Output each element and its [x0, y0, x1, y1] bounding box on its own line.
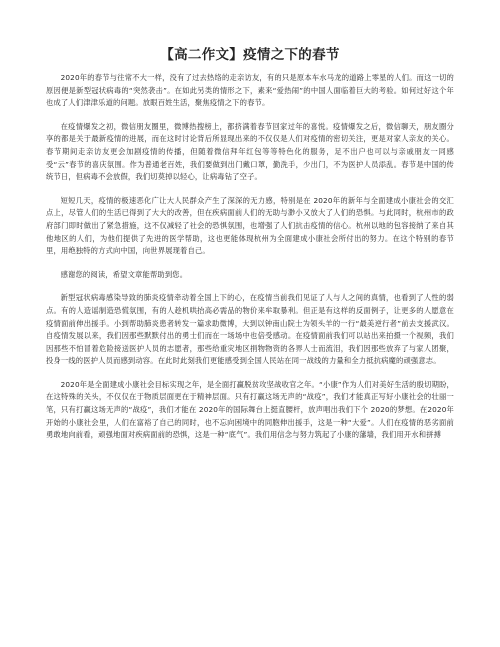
paragraph-intro: 2020年的春节与往常不大一样，没有了过去热络的走亲访友，有的只是原本车水马龙的道路上零星的人们。而这一切的原因便是新型冠状病毒的“突然袭击”。在如此另类的情形之下，素来“爱热闹”的中国人面临着巨大的考验。如何过好这个年也成了人们津津乐道的问题。放眼百姓生活，聚焦疫情之下的春节。: [46, 73, 454, 108]
paragraph-wechat: 在疫情爆发之初，微信朋友圈里，微博热搜榜上，都挤满着春节回家过年的喜悦。疫情爆发之后，微信聊天，朋友圈分享的都是关于最新疫情的进展，而在这时讨论背后所显现出来的不仅仅是人们对疫情的密切关注，更是对家人亲友的关心。春节期间走亲访友更会加剧疫情的传播，但随着微信拜年红包等等特色化的服务，足不出户也可以与亲戚朋友一同感受“云”春节的喜庆氛围。作为普通老百姓，我们要做到出门戴口罩，勤洗手，少出门，不为医护人员添乱。春节是中国的传统节日，但病毒不会放假，我们切莫掉以轻心，让病毒钻了空子。: [46, 121, 454, 182]
paragraph-thanks: 感谢您的阅读，希望文章能帮助到您。: [60, 269, 188, 279]
paragraph-hangzhou: 短短几天，疫情的极速恶化广让大人民群众产生了深深的无力感，特别是在 2020年的新年与全面建成小康社会的交汇点上，尽管人们的生活已得到了大大的改善，但在疾病面前人们的无助与渺小又放大了人们的恐惧。与此同时，杭州市的政府部门即时做出了紧急措施，这不仅减轻了社会的恐惧氛围，也增强了人们抗击疫情的信心。杭州以地的包容接纳了来自其他地区的人们，为他们提供了先进的医学帮助，这也更能体现杭州为全面建成小康社会所付出的努力。在这个特别的春节里，用绝独特的方式向中国，向世界展现着自己。: [46, 195, 454, 256]
page-title: 【高二作文】疫情之下的春节: [160, 47, 340, 63]
paragraph-xiaokang: 2020年是全面建成小康社会目标实现之年，是全面打赢脱贫攻坚战收官之年。“小康”作为人们对美好生活的殷切期盼，在这特殊的关头，不仅仅在于物质层面更在于精神层面。只有打赢这场无声的“战疫”，我们才能真正写好小康社会的壮丽一笔，只有打赢这场无声的“战疫”，我们才能在 2020年的国际舞台上挺直腰杆，放声唱出我们下个 2020的梦想。在2020年开始的小康社会里，人们在富裕了自己的同时，也不忘向困境中的同胞伸出援手，这是一种“大爱”。人们在疫情的恶劣面前勇敢地向前看，顽强地面对疾病面前的恐惧，这是一种“底气”。我们用信念与努力筑起了小康的藩墙，我们用开水和拼搏: [46, 379, 454, 440]
paragraph-heroes: 新型冠状病毒感染导致的肺炎疫情牵动着全国上下的心，在疫情当前我们见证了人与人之间的真情，也看到了人性的弱点。有的人造谣制造恐慌氛围，有的人趁机哄抬高必需品的物价来牟取暴利。但正是有这样的反面例子，让更多的人愿意在疫情面前伸出援手。小到帮助肺炎患者转发一篇求助微博，大到以钟南山院士为领头羊的一行“最美逆行者”前去支援武汉。自疫情发展以来，我们因那些默默付出的勇士们而在一场场中也倍受感动。在疫情面前我们可以站出来拍摄一个视频，我们因那些不怕冒着危险接送医护人员的志愿者，那些给重灾地区捐物物资的各界人士而流泪，我们因那些放弃了与家人团聚，投身一线的医护人员而感到动容。在此时此刻我们更能感受到全国人民站在同一战线的力量和全力抵抗病魔的顽强意志。: [46, 293, 454, 366]
